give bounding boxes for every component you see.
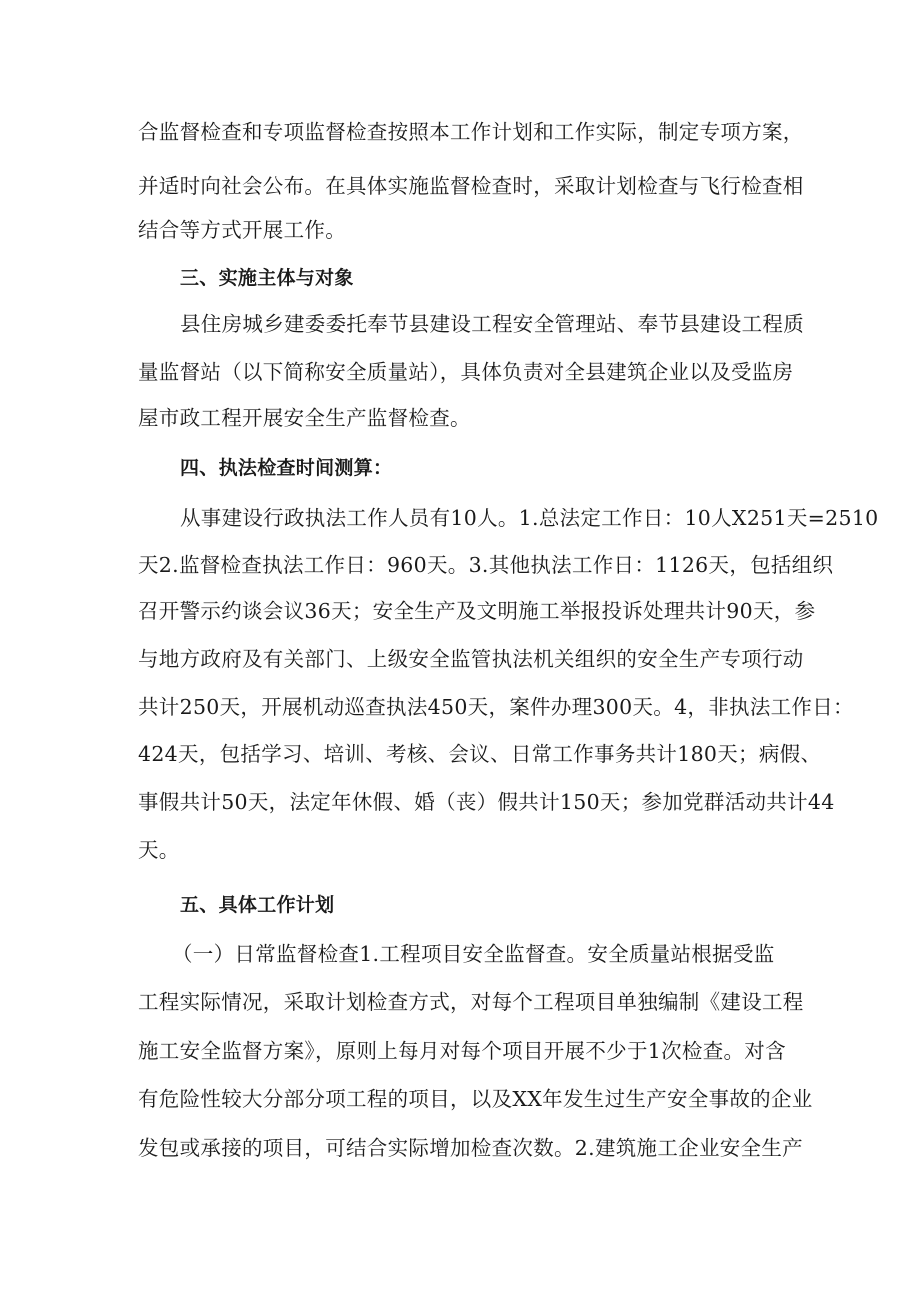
body-text-line: 天。 [138, 838, 180, 862]
body-text-line: 量监督站（以下简称安全质量站），具体负责对全县建筑企业以及受监房 [138, 360, 794, 384]
body-text-line: 召开警示约谈会议36天；安全生产及文明施工举报投诉处理共计90天，参 [138, 599, 816, 623]
body-text-line: 发包或承接的项目，可结合实际增加检查次数。2.建筑施工企业安全生产 [138, 1136, 803, 1160]
body-text-line: 天2.监督检查执法工作日：960天。3.其他执法工作日：1126天，包括组织 [138, 553, 834, 577]
section-heading-5: 五、具体工作计划 [180, 894, 335, 916]
body-text-line: 屋市政工程开展安全生产监督检查。 [138, 406, 471, 430]
body-text-line: 共计250天，开展机动巡查执法450天，案件办理300天。4，非执法工作日： [138, 695, 854, 719]
body-text-line: 县住房城乡建委委托奉节县建设工程安全管理站、奉节县建设工程质 [180, 312, 804, 336]
body-text-line: 事假共计50天，法定年休假、婚（丧）假共计150天；参加党群活动共计44 [138, 790, 835, 814]
section-heading-3: 三、实施主体与对象 [180, 267, 354, 289]
body-text-line: （一）日常监督检查1.工程项目安全监督查。安全质量站根据受监 [172, 942, 775, 966]
body-text-line: 工程实际情况，采取计划检查方式，对每个工程项目单独编制《建设工程 [138, 990, 804, 1014]
body-text-line: 与地方政府及有关部门、上级安全监管执法机关组织的安全生产专项行动 [138, 647, 804, 671]
body-text-line: 并适时向社会公布。在具体实施监督检查时，采取计划检查与飞行检查相 [138, 174, 804, 198]
body-text-line: 从事建设行政执法工作人员有10人。1.总法定工作日：10人X251天=2510 [180, 506, 879, 530]
body-text-line: 施工安全监督方案》，原则上每月对每个项目开展不少于1次检查。对含 [138, 1039, 786, 1063]
body-text-line: 有危险性较大分部分项工程的项目，以及XX年发生过生产安全事故的企业 [138, 1087, 813, 1111]
body-text-line: 结合等方式开展工作。 [138, 218, 346, 242]
body-text-line: 424天，包括学习、培训、考核、会议、日常工作事务共计180天；病假、 [138, 742, 822, 766]
section-heading-4: 四、执法检查时间测算： [180, 457, 393, 479]
body-text-line: 合监督检查和专项监督检查按照本工作计划和工作实际，制定专项方案， [138, 120, 804, 144]
